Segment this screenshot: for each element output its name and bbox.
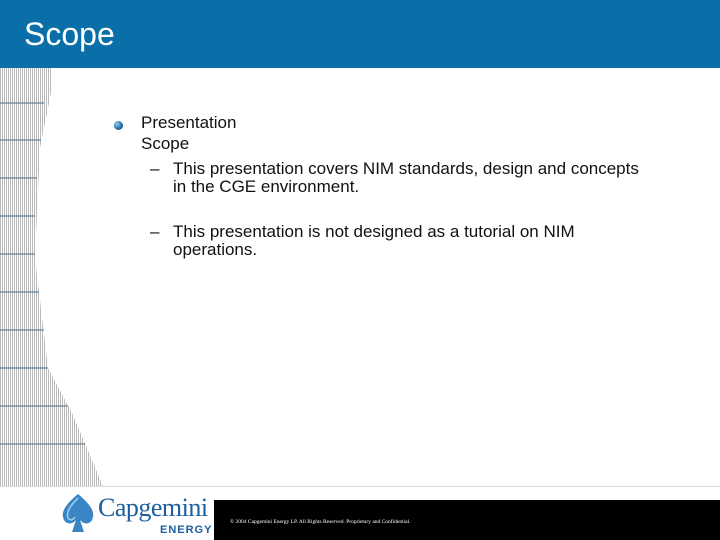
hatch-decoration-graphic — [0, 68, 120, 486]
footer-band — [214, 500, 720, 540]
footer-divider — [0, 486, 720, 487]
logo-subtitle: ENERGY — [160, 524, 213, 536]
capgemini-spade-icon — [58, 490, 98, 536]
copyright-text: © 2004 Capgemini Energy LP. All Rights Reserved. Proprietary and Confidential. — [230, 519, 411, 525]
capgemini-logo — [58, 490, 213, 540]
bullet-sphere-icon — [114, 121, 123, 130]
sub-bullet-text: This presentation is not designed as a tutorial on NIM operations. — [173, 222, 575, 259]
bullet-text: Presentation Scope — [141, 113, 237, 153]
sub-bullet-dash: – — [150, 222, 160, 241]
sub-bullet-dash: – — [150, 159, 160, 178]
left-decoration — [0, 68, 120, 486]
title-bar — [0, 0, 720, 68]
sub-bullet-text: This presentation covers NIM standards, design and concepts in the CGE environment. — [173, 159, 639, 196]
slide-title: Scope — [24, 16, 115, 52]
logo-wordmark: Capgemini — [98, 493, 208, 522]
